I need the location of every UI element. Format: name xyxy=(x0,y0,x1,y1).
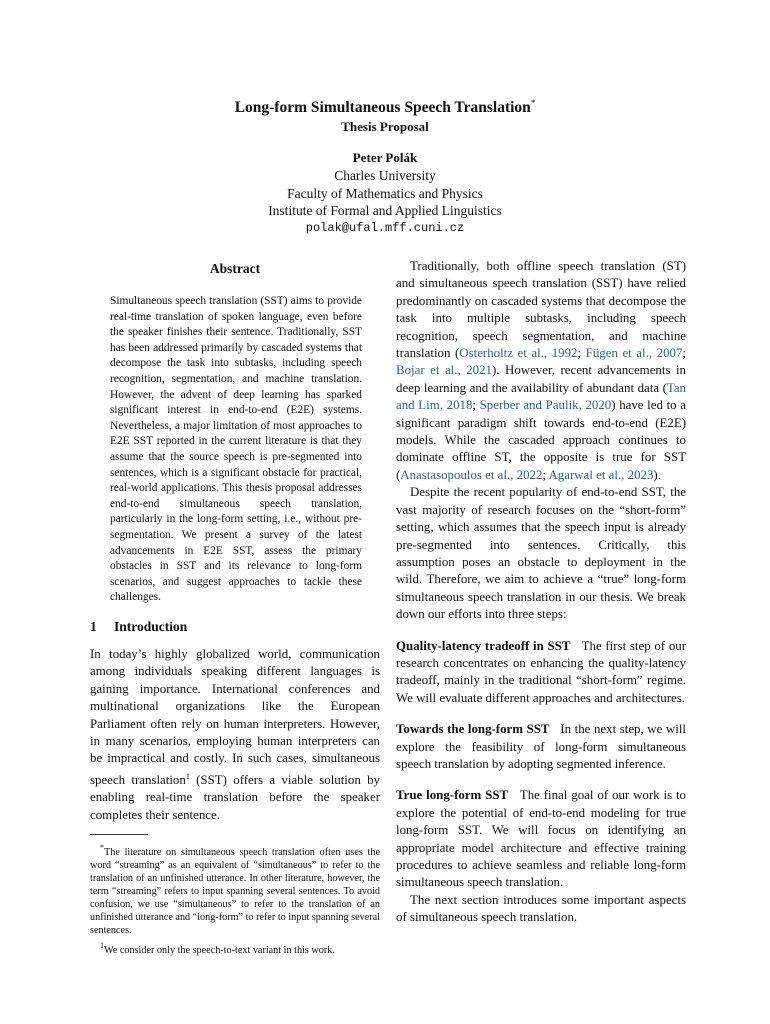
citation-agarwal[interactable]: Agarwal et al., 2023 xyxy=(548,467,654,482)
right-p1-text-b: ). However, recent advancements in deep learning and the availability of abundant data ( xyxy=(396,363,686,395)
footnote-star xyxy=(90,841,380,937)
step-true-long-form xyxy=(396,787,686,891)
step1-text: The first step of our research concentrates on enhancing the quality-latency tradeoff, mainly in the traditional “short-form” regime. We will evaluate different approaches and architectures. xyxy=(396,638,687,705)
intro-text-part2: (SST) offers a viable solution by enabling real-time translation before the speaker completes their sentence. xyxy=(90,772,380,822)
citation-separator: ; xyxy=(472,398,480,413)
right-column xyxy=(396,258,686,927)
right-p1-text-c: ) have led to a significant paradigm shift towards end-to-end (E2E) models. While the cascaded approach continues to dominate offline ST, the opposite is true for SST ( xyxy=(396,398,686,482)
right-paragraph-despite: Despite the recent popularity of end-to-end SST, the vast majority of research focuses on the “short-form” setting, which assumes that the speech input is already pre-segmented into sentences. Critically, this assumption poses an obstacle to deployment in the wild. Therefore, we aim to achieve a “true” long-form simultaneous speech translation in our thesis. We break down our efforts into three steps: xyxy=(396,485,686,622)
citation-separator: ; xyxy=(682,346,686,361)
abstract-text: Simultaneous speech translation (SST) aims to provide real-time translation of spoken language, even before the speaker finishes their sentence. Traditionally, SST has been addressed primarily by cascaded systems that decompose the task into subtasks, including speech recognition, segmentation, and machine translation. However, the advent of deep learning has sparked significant interest in end-to-end (E2E) systems. Nevertheless, a major limitation of most approaches to E2E SST reported in the current literature is that they assume that the source speech is pre-segmented into sentences, which is a significant obstacle for practical, real-world applications. This thesis proposal addresses end-to-end simultaneous speech translation, particularly in the long-form setting, i.e., without pre-segmentation. We present a survey of the latest advancements in E2E SST, assess the primary obstacles in SST and its relevance to long-form scenarios, and suggest approaches to tackle these challenges. xyxy=(110,295,362,604)
citation-bojar[interactable]: Bojar et al., 2021 xyxy=(396,363,492,378)
footnote-rule xyxy=(90,834,148,835)
citation-separator: ; xyxy=(542,467,549,482)
right-p1-text-d: ). xyxy=(653,467,661,482)
paper-title-text: Long-form Simultaneous Speech Translation xyxy=(234,99,531,116)
footnote-star-text: The literature on simultaneous speech translation often uses the word “streaming” as an equivalent of “simultaneous” to refer to the translation of an unfinished utterance. In other literature, however, the term “streaming” refers to input spanning several sentences. To avoid confusion, we use “simultaneous” to refer to the translation of an unfinished utterance and “long-form” to refer to input spanning several sentences. xyxy=(90,846,380,936)
citation-anastasopoulos[interactable]: Anastasopoulos et al., 2022 xyxy=(400,467,543,482)
abstract-heading: Abstract xyxy=(209,261,261,276)
affiliation-university: Charles University xyxy=(334,168,436,183)
author-name: Peter Polák xyxy=(352,150,418,165)
affiliation-faculty: Faculty of Mathematics and Physics xyxy=(287,185,483,201)
citation-separator: ; xyxy=(577,346,586,361)
author-email[interactable]: polak@ufal.mff.cuni.cz xyxy=(305,220,465,235)
step2-heading: Towards the long-form SST xyxy=(396,722,550,737)
title-block xyxy=(0,93,770,237)
step-towards-long-form xyxy=(396,721,686,773)
footnote-ref-1[interactable]: 1 xyxy=(185,771,190,781)
title-footnote-mark: * xyxy=(530,98,536,108)
citation-osterholtz[interactable]: Osterholtz et al., 1992 xyxy=(459,346,578,361)
step1-heading: Quality-latency tradeoff in SST xyxy=(396,638,571,653)
right-paragraph-traditionally xyxy=(396,258,686,484)
step3-text: The final goal of our work is to explore the potential of end-to-end modeling for true long-form SST. We will focus on identifying an appropriate model architecture and effective training procedures to achieve seamless and reliable long-form simultaneous speech translation. xyxy=(396,788,687,890)
citation-tan-lim[interactable]: Tan and Lim, 2018 xyxy=(396,380,686,413)
step-quality-latency xyxy=(396,638,686,708)
intro-paragraph xyxy=(90,646,380,824)
affiliation-institute: Institute of Formal and Applied Linguistics xyxy=(268,203,502,218)
footnote-star-mark: * xyxy=(100,842,104,852)
right-paragraph-next-section: The next section introduces some important aspects of simultaneous speech translation. xyxy=(396,892,686,925)
section-number: 1 xyxy=(90,618,97,634)
section-title: Introduction xyxy=(114,618,188,634)
citation-sperber-paulik[interactable]: Sperber and Paulik, 2020 xyxy=(479,398,612,413)
footnote-1 xyxy=(90,939,380,957)
footnotes xyxy=(90,834,380,957)
footnote-1-mark: 1 xyxy=(100,940,104,950)
left-column xyxy=(90,258,380,957)
footnote-1-text: We consider only the speech-to-text variant in this work. xyxy=(104,944,335,956)
intro-text-part1: In today’s highly globalized world, communication among individuals speaking different languages is gaining importance. International conferences and multinational organizations like the European Parliament often rely on human interpreters. However, in many scenarios, employing human interpreters can be impractical and costly. In such cases, simultaneous speech translation xyxy=(90,646,380,787)
step2-text: In the next step, we will explore the feasibility of long-form simultaneous speech translation by adopting segmented inference. xyxy=(396,722,686,771)
right-p1-text-a: Traditionally, both offline speech translation (ST) and simultaneous speech translation (SST) have relied predominantly on cascaded systems that decompose the task into multiple subtasks, including speech recognition, speech segmentation, and machine translation ( xyxy=(396,259,686,361)
paper-subtitle: Thesis Proposal xyxy=(341,119,429,134)
citation-fugen[interactable]: Fügen et al., 2007 xyxy=(585,346,683,361)
section-heading-introduction xyxy=(90,618,380,636)
step3-heading: True long-form SST xyxy=(396,788,509,803)
paper-title xyxy=(0,93,770,118)
